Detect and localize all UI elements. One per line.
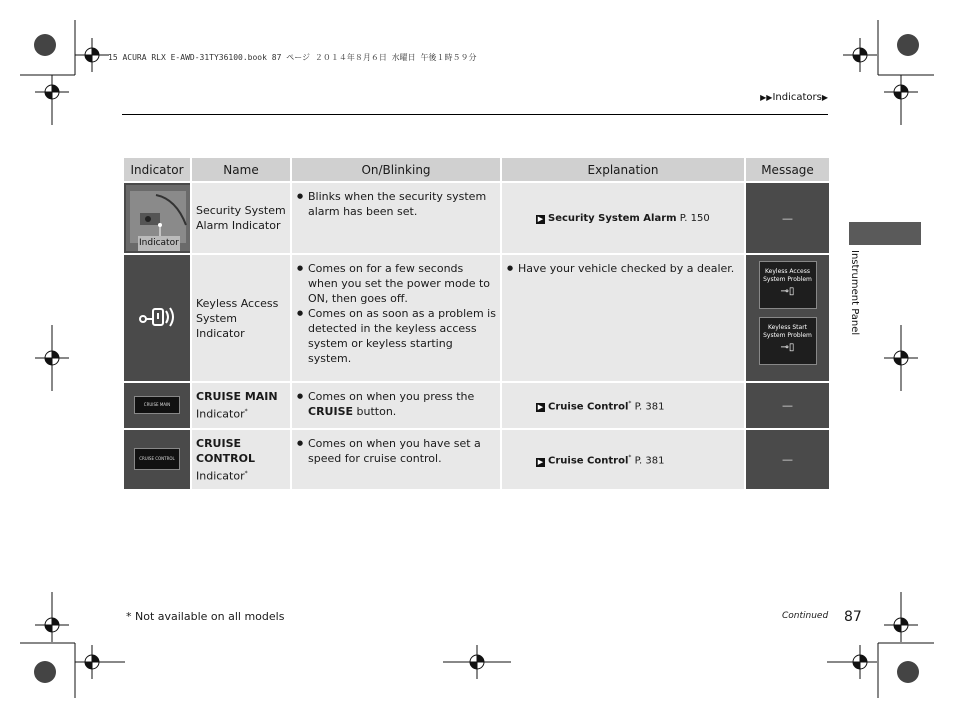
section-tab[interactable] bbox=[849, 222, 921, 245]
continued-label: Continued bbox=[782, 611, 829, 621]
keyless-access-icon: ⊸▯ bbox=[780, 342, 795, 353]
message-cell bbox=[745, 429, 830, 491]
asterisk-mark: * bbox=[244, 469, 248, 477]
explanation-cell bbox=[501, 182, 745, 254]
cruise-main-screen bbox=[134, 396, 180, 414]
section-label: Instrument Panel bbox=[849, 250, 860, 336]
indicator-table bbox=[122, 156, 831, 491]
column-header: On/Blinking bbox=[291, 157, 501, 182]
cruise-control-indicator-image bbox=[123, 429, 191, 491]
name-text: Indicator bbox=[196, 469, 245, 483]
indicator-name bbox=[191, 254, 291, 382]
cross-reference-link[interactable] bbox=[506, 211, 740, 226]
text-part: Comes on when you press the bbox=[308, 390, 475, 403]
page-number: 87 bbox=[844, 609, 862, 625]
table-row bbox=[123, 182, 830, 254]
indicator-name bbox=[191, 382, 291, 429]
indicator-name bbox=[191, 429, 291, 491]
column-header: Indicator bbox=[123, 157, 191, 182]
name-bold: CRUISE CONTROL bbox=[196, 436, 255, 465]
column-header: Explanation bbox=[501, 157, 745, 182]
on-blinking-cell bbox=[291, 429, 501, 491]
name-text: Security System Alarm Indicator bbox=[196, 204, 286, 232]
list-item: ● Blinks when the security system alarm has been set. bbox=[308, 189, 496, 219]
cross-reference-link[interactable] bbox=[506, 396, 740, 414]
keyless-access-icon bbox=[137, 301, 177, 331]
indicator-callout-label: Indicator bbox=[138, 236, 180, 251]
reference-arrow-icon: ▶ bbox=[537, 403, 544, 412]
breadcrumb-label[interactable]: Indicators bbox=[772, 92, 822, 103]
list-item: ● Have your vehicle checked by a dealer. bbox=[518, 261, 740, 276]
table-row bbox=[123, 429, 830, 491]
reference-page: P. 150 bbox=[679, 212, 710, 224]
reference-title: Cruise Control bbox=[548, 401, 629, 413]
cruise-main-indicator-image bbox=[123, 382, 191, 429]
message-text: Keyless Access System Problem bbox=[763, 268, 812, 283]
security-indicator-image bbox=[123, 182, 191, 254]
table-row bbox=[123, 382, 830, 429]
explanation-cell bbox=[501, 429, 745, 491]
reference-arrow-icon: ▶ bbox=[537, 457, 544, 466]
text-part: button. bbox=[353, 405, 397, 418]
breadcrumb-prefix: ▶▶ bbox=[760, 93, 773, 102]
breadcrumb[interactable] bbox=[760, 92, 828, 103]
asterisk-mark: * bbox=[244, 408, 248, 415]
list-item bbox=[308, 389, 496, 419]
asterisk-mark: * bbox=[628, 454, 632, 462]
header-rule bbox=[122, 114, 828, 115]
message-screen bbox=[759, 261, 817, 309]
column-header: Message bbox=[745, 157, 830, 182]
print-header: 15 ACURA RLX E-AWD-31TY36100.book 87 ページ ２０１４年８月６日 水曜日 午後１時５９分 bbox=[108, 53, 477, 62]
reference-page: P. 381 bbox=[634, 455, 665, 467]
footnote: * Not available on all models bbox=[126, 610, 285, 623]
button-name: CRUISE bbox=[308, 405, 354, 418]
reference-arrow-icon: ▶ bbox=[537, 214, 544, 223]
table-header-row bbox=[123, 157, 830, 182]
on-blinking-cell bbox=[291, 254, 501, 382]
reference-title: Cruise Control bbox=[548, 455, 629, 467]
reference-page: P. 381 bbox=[634, 401, 665, 413]
name-text: Keyless Access System Indicator bbox=[196, 296, 279, 340]
table-row bbox=[123, 254, 830, 382]
screen-text: CRUISE MAIN bbox=[143, 402, 171, 408]
message-dash: — bbox=[782, 211, 793, 225]
name-text: Indicator bbox=[196, 407, 245, 421]
explanation-cell bbox=[501, 254, 745, 382]
indicator-name bbox=[191, 182, 291, 254]
on-blinking-cell bbox=[291, 182, 501, 254]
asterisk-mark: * bbox=[628, 400, 632, 408]
column-header: Name bbox=[191, 157, 291, 182]
message-cell bbox=[745, 254, 830, 382]
list-item: ● Comes on when you have set a speed for cruise control. bbox=[308, 436, 496, 466]
message-text: Keyless Start System Problem bbox=[763, 324, 812, 339]
screen-text: CRUISE CONTROL bbox=[139, 456, 175, 462]
keyless-access-icon: ⊸▯ bbox=[780, 286, 795, 297]
on-blinking-cell bbox=[291, 382, 501, 429]
reference-title: Security System Alarm bbox=[548, 212, 677, 224]
list-item: ● Comes on for a few seconds when you set the power mode to ON, then goes off. bbox=[308, 261, 496, 306]
keyless-indicator-image bbox=[123, 254, 191, 382]
message-cell bbox=[745, 382, 830, 429]
explanation-cell bbox=[501, 382, 745, 429]
message-screen bbox=[759, 317, 817, 365]
cruise-control-screen bbox=[134, 448, 180, 470]
breadcrumb-suffix: ▶ bbox=[821, 93, 828, 102]
name-bold: CRUISE MAIN bbox=[196, 390, 278, 403]
list-item: ● Comes on as soon as a problem is detected in the keyless access system or keyless starting system. bbox=[308, 306, 496, 366]
message-dash: — bbox=[782, 398, 793, 412]
message-cell bbox=[745, 182, 830, 254]
message-dash: — bbox=[782, 452, 793, 466]
cross-reference-link[interactable] bbox=[506, 450, 740, 468]
